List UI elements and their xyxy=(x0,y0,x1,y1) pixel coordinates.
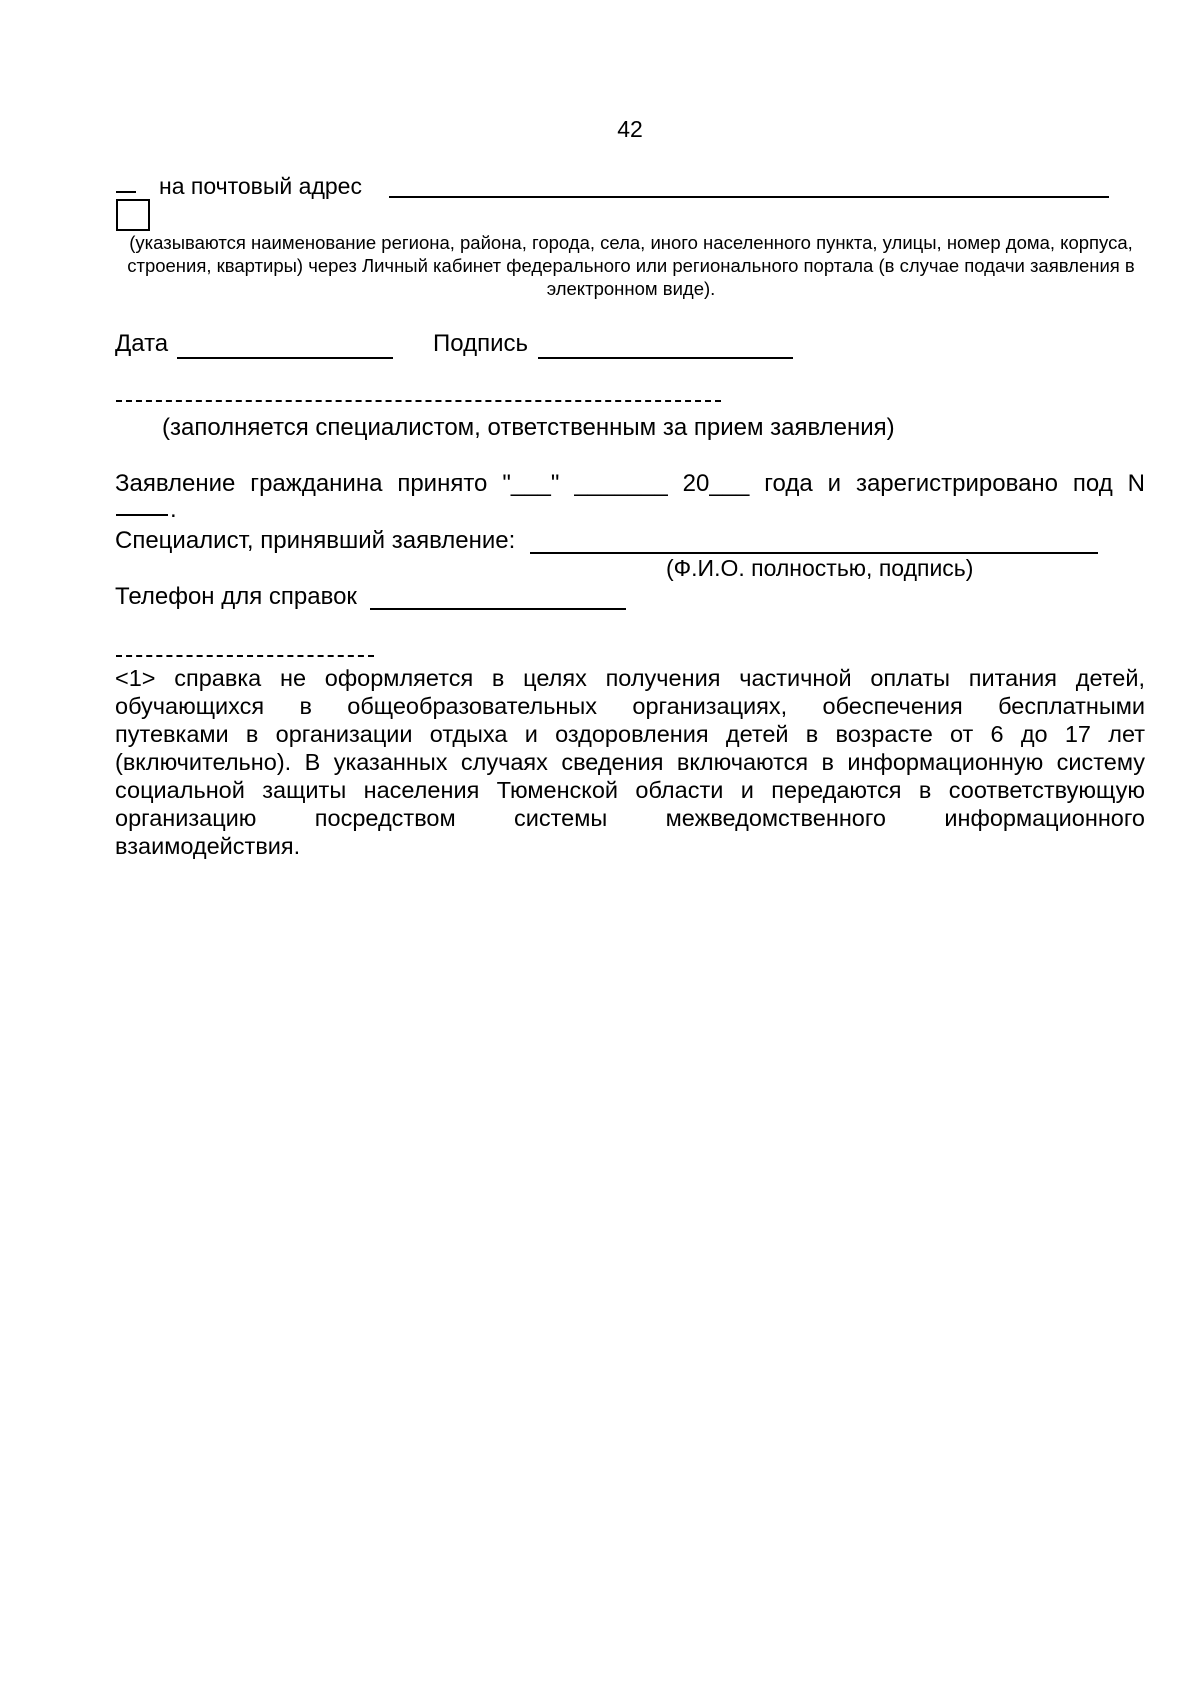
date-label: Дата xyxy=(115,330,169,357)
checkbox-top-line xyxy=(116,191,136,193)
application-accepted-text: Заявление гражданина принято "___" _______ 20___ года и зарегистрировано под N xyxy=(115,470,1145,497)
date-field-line[interactable] xyxy=(177,357,393,359)
footnote-line: взаимодействия. xyxy=(115,833,301,859)
footnote-line: организацию посредством системы межведомственного информационного xyxy=(115,805,1145,831)
registration-number-dot: . xyxy=(170,496,177,523)
postal-address-hint: (указываются наименование региона, района, города, села, иного населенного пункта, улицы, номер дома, корпуса, строения, квартиры) через Личный кабинет федерального или регионального портала (в случае подачи заявления в электронном виде). xyxy=(127,232,1135,299)
dashed-separator xyxy=(116,400,721,402)
specialist-section-hint: (заполняется специалистом, ответственным за прием заявления) xyxy=(162,414,895,441)
footnote-line: социальной защиты населения Тюменской области и передаются в соответствующую xyxy=(115,777,1145,803)
specialist-fio-hint: (Ф.И.О. полностью, подпись) xyxy=(666,555,974,581)
signature-field-line[interactable] xyxy=(538,357,793,359)
postal-address-field-line[interactable] xyxy=(389,196,1109,198)
postal-address-label: на почтовый адрес xyxy=(159,173,362,199)
registration-number-line[interactable] xyxy=(116,514,168,516)
signature-label: Подпись xyxy=(433,330,528,357)
specialist-label: Специалист, принявший заявление: xyxy=(115,527,516,554)
postal-address-checkbox[interactable] xyxy=(116,199,150,231)
phone-field-line[interactable] xyxy=(370,608,626,610)
specialist-field-line[interactable] xyxy=(530,552,1098,554)
footnote-separator xyxy=(116,655,374,657)
footnote-line: (включительно). В указанных случаях сведения включаются в информационную систему xyxy=(115,749,1145,775)
footnote-line: путевками в организации отдыха и оздоровления детей в возрасте от 6 до 17 лет xyxy=(115,721,1145,747)
footnote xyxy=(115,664,1145,860)
footnote-line: обучающихся в общеобразовательных организациях, обеспечения бесплатными xyxy=(115,693,1145,719)
page-number: 42 xyxy=(617,116,643,142)
footnote-line: <1> справка не оформляется в целях получения частичной оплаты питания детей, xyxy=(115,665,1145,691)
phone-label: Телефон для справок xyxy=(115,583,357,610)
